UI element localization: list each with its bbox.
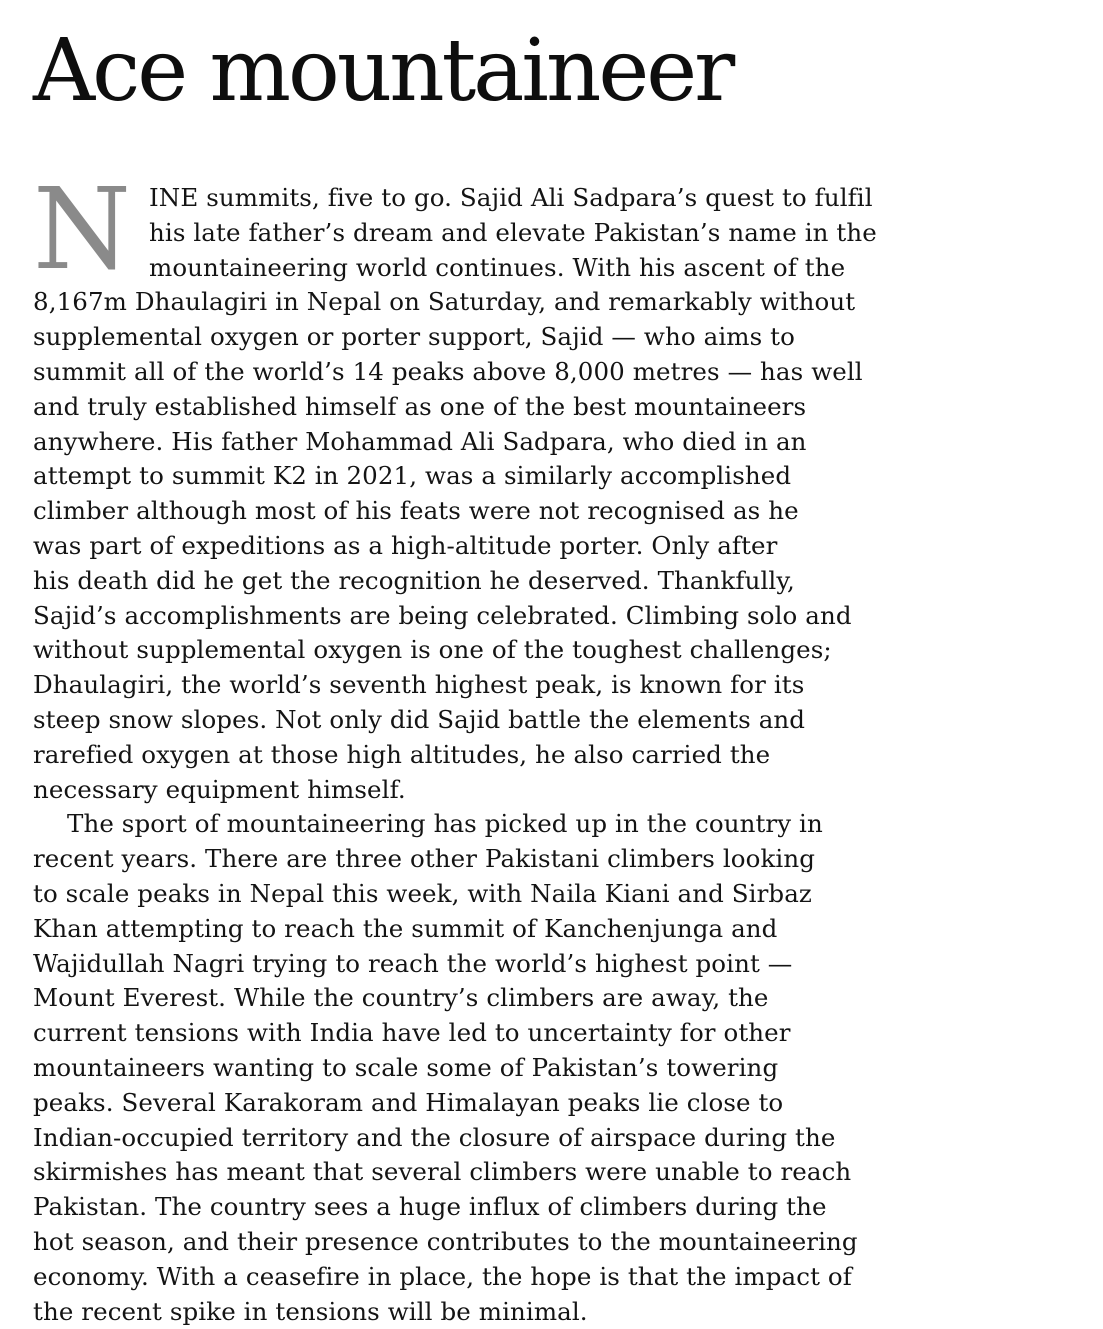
paragraph-2 xyxy=(33,807,1083,1329)
drop-cap: N xyxy=(33,183,131,277)
text-line: summit all of the world’s 14 peaks above 8,000 metres — has well xyxy=(33,355,1083,390)
article-body xyxy=(33,181,1083,1329)
text-line: Wajidullah Nagri trying to reach the world’s highest point — xyxy=(33,947,1083,982)
text-line: Khan attempting to reach the summit of Kanchenjunga and xyxy=(33,912,1083,947)
text-line: 8,167m Dhaulagiri in Nepal on Saturday, and remarkably without xyxy=(33,285,1083,320)
text-line: peaks. Several Karakoram and Himalayan peaks lie close to xyxy=(33,1086,1083,1121)
text-line: recent years. There are three other Pakistani climbers looking xyxy=(33,842,1083,877)
text-line: The sport of mountaineering has picked up in the country in xyxy=(33,807,1083,842)
text-line: Mount Everest. While the country’s climbers are away, the xyxy=(33,981,1083,1016)
text-line: his late father’s dream and elevate Pakistan’s name in the xyxy=(33,216,1083,251)
text-line: climber although most of his feats were not recognised as he xyxy=(33,494,1083,529)
text-line: mountaineers wanting to scale some of Pakistan’s towering xyxy=(33,1051,1083,1086)
text-line: mountaineering world continues. With his ascent of the xyxy=(33,251,1083,286)
text-line: economy. With a ceasefire in place, the hope is that the impact of xyxy=(33,1260,1083,1295)
text-line: Sajid’s accomplishments are being celebrated. Climbing solo and xyxy=(33,599,1083,634)
text-line: current tensions with India have led to uncertainty for other xyxy=(33,1016,1083,1051)
text-line: rarefied oxygen at those high altitudes, he also carried the xyxy=(33,738,1083,773)
paragraph-1 xyxy=(33,181,1083,807)
text-line: supplemental oxygen or porter support, Sajid — who aims to xyxy=(33,320,1083,355)
text-line: necessary equipment himself. xyxy=(33,773,1083,808)
text-line: hot season, and their presence contributes to the mountaineering xyxy=(33,1225,1083,1260)
text-line: and truly established himself as one of the best mountaineers xyxy=(33,390,1083,425)
text-line: anywhere. His father Mohammad Ali Sadpara, who died in an xyxy=(33,425,1083,460)
text-line: without supplemental oxygen is one of the toughest challenges; xyxy=(33,633,1083,668)
article xyxy=(33,0,1083,1329)
text-line: Pakistan. The country sees a huge influx of climbers during the xyxy=(33,1190,1083,1225)
text-line: was part of expeditions as a high-altitude porter. Only after xyxy=(33,529,1083,564)
text-line: skirmishes has meant that several climbers were unable to reach xyxy=(33,1155,1083,1190)
text-line: Dhaulagiri, the world’s seventh highest peak, is known for its xyxy=(33,668,1083,703)
text-line: Indian-occupied territory and the closure of airspace during the xyxy=(33,1121,1083,1156)
text-line: to scale peaks in Nepal this week, with Naila Kiani and Sirbaz xyxy=(33,877,1083,912)
text-line: his death did he get the recognition he deserved. Thankfully, xyxy=(33,564,1083,599)
text-line: steep snow slopes. Not only did Sajid battle the elements and xyxy=(33,703,1083,738)
text-line: attempt to summit K2 in 2021, was a similarly accomplished xyxy=(33,459,1083,494)
text-line: the recent spike in tensions will be minimal. xyxy=(33,1295,1083,1329)
headline: Ace mountaineer xyxy=(33,0,1083,148)
text-line: INE summits, five to go. Sajid Ali Sadpara’s quest to fulfil xyxy=(33,181,1083,216)
